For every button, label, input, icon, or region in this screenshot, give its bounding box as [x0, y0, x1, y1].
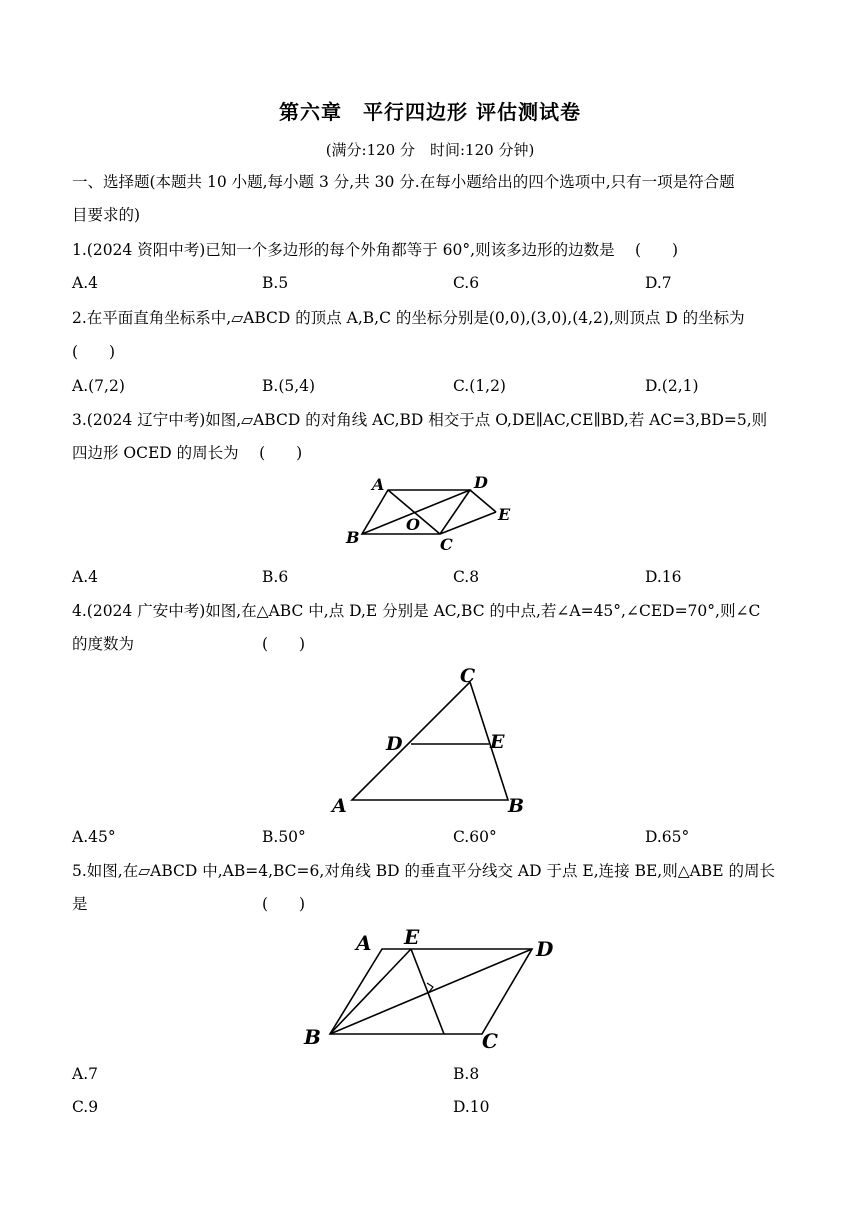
q1-option-a: A.4	[72, 274, 98, 292]
q5-stem-line1: 5.如图,在▱ABCD 中,AB=4,BC=6,对角线 BD 的垂直平分线交 AD 于点 E,连接 BE,则△ABE 的周长	[72, 862, 775, 880]
q2-stem-line2: ( )	[72, 343, 116, 361]
q3-option-a: A.4	[72, 568, 98, 586]
q3-stem-line2: 四边形 OCED 的周长为 ( )	[72, 444, 303, 462]
q5-stem-line2: 是	[72, 895, 88, 913]
q5-answer-paren: ( )	[262, 895, 306, 913]
q3-label-e: E	[498, 505, 511, 524]
q4-stem-line1: 4.(2024 广安中考)如图,在△ABC 中,点 D,E 分别是 AC,BC 的中点,若∠A=45°,∠CED=70°,则∠C	[72, 602, 761, 620]
q4-stem-line2: 的度数为	[72, 635, 135, 653]
q4-label-c: C	[460, 665, 476, 687]
q5-label-a: A	[356, 931, 372, 955]
q4-label-a: A	[332, 795, 347, 817]
q4-answer-paren: ( )	[262, 635, 306, 653]
q1-stem: 1.(2024 资阳中考)已知一个多边形的每个外角都等于 60°,则该多边形的边数是 ( )	[72, 241, 679, 259]
q1-option-d: D.7	[645, 274, 672, 292]
q1-option-c: C.6	[453, 274, 480, 292]
section-heading-line2: 目要求的)	[72, 206, 141, 224]
q4-label-d: D	[386, 733, 403, 755]
q5-label-b: B	[304, 1025, 321, 1049]
q4-label-e: E	[490, 731, 505, 753]
q5-option-b: B.8	[453, 1065, 480, 1083]
q2-option-c: C.(1,2)	[453, 377, 506, 395]
q3-label-d: D	[474, 473, 488, 492]
q4-option-c: C.60°	[453, 828, 497, 846]
section-heading-line1: 一、选择题(本题共 10 小题,每小题 3 分,共 30 分.在每小题给出的四个选项中,只有一项是符合题	[72, 173, 735, 191]
q2-option-d: D.(2,1)	[645, 377, 699, 395]
page-title: 第六章 平行四边形 评估测试卷	[279, 100, 581, 124]
q4-option-d: D.65°	[645, 828, 690, 846]
q3-label-a: A	[372, 475, 385, 494]
q5-label-e: E	[404, 925, 420, 949]
q4-option-b: B.50°	[262, 828, 306, 846]
q5-option-c: C.9	[72, 1098, 99, 1116]
q3-option-b: B.6	[262, 568, 289, 586]
q5-label-d: D	[536, 937, 554, 961]
q3-parallelogram-figure	[340, 468, 520, 553]
q5-parallelogram-figure	[300, 920, 570, 1055]
q1-option-b: B.5	[262, 274, 289, 292]
q4-triangle-figure	[326, 660, 536, 820]
q2-option-b: B.(5,4)	[262, 377, 316, 395]
q4-option-a: A.45°	[72, 828, 116, 846]
q5-label-c: C	[482, 1029, 498, 1053]
q3-label-b: B	[346, 528, 360, 547]
q2-stem-line1: 2.在平面直角坐标系中,▱ABCD 的顶点 A,B,C 的坐标分别是(0,0),(3,0),(4,2),则顶点 D 的坐标为	[72, 309, 745, 327]
q5-option-a: A.7	[72, 1065, 98, 1083]
q3-option-d: D.16	[645, 568, 682, 586]
q3-label-c: C	[440, 535, 453, 553]
q3-label-o: O	[406, 515, 420, 534]
page-subtitle: (满分:120 分 时间:120 分钟)	[325, 141, 535, 159]
q3-stem-line1: 3.(2024 辽宁中考)如图,▱ABCD 的对角线 AC,BD 相交于点 O,DE∥AC,CE∥BD,若 AC=3,BD=5,则	[72, 411, 768, 429]
q4-label-b: B	[508, 795, 525, 817]
q5-option-d: D.10	[453, 1098, 490, 1116]
q3-option-c: C.8	[453, 568, 480, 586]
q2-option-a: A.(7,2)	[72, 377, 125, 395]
